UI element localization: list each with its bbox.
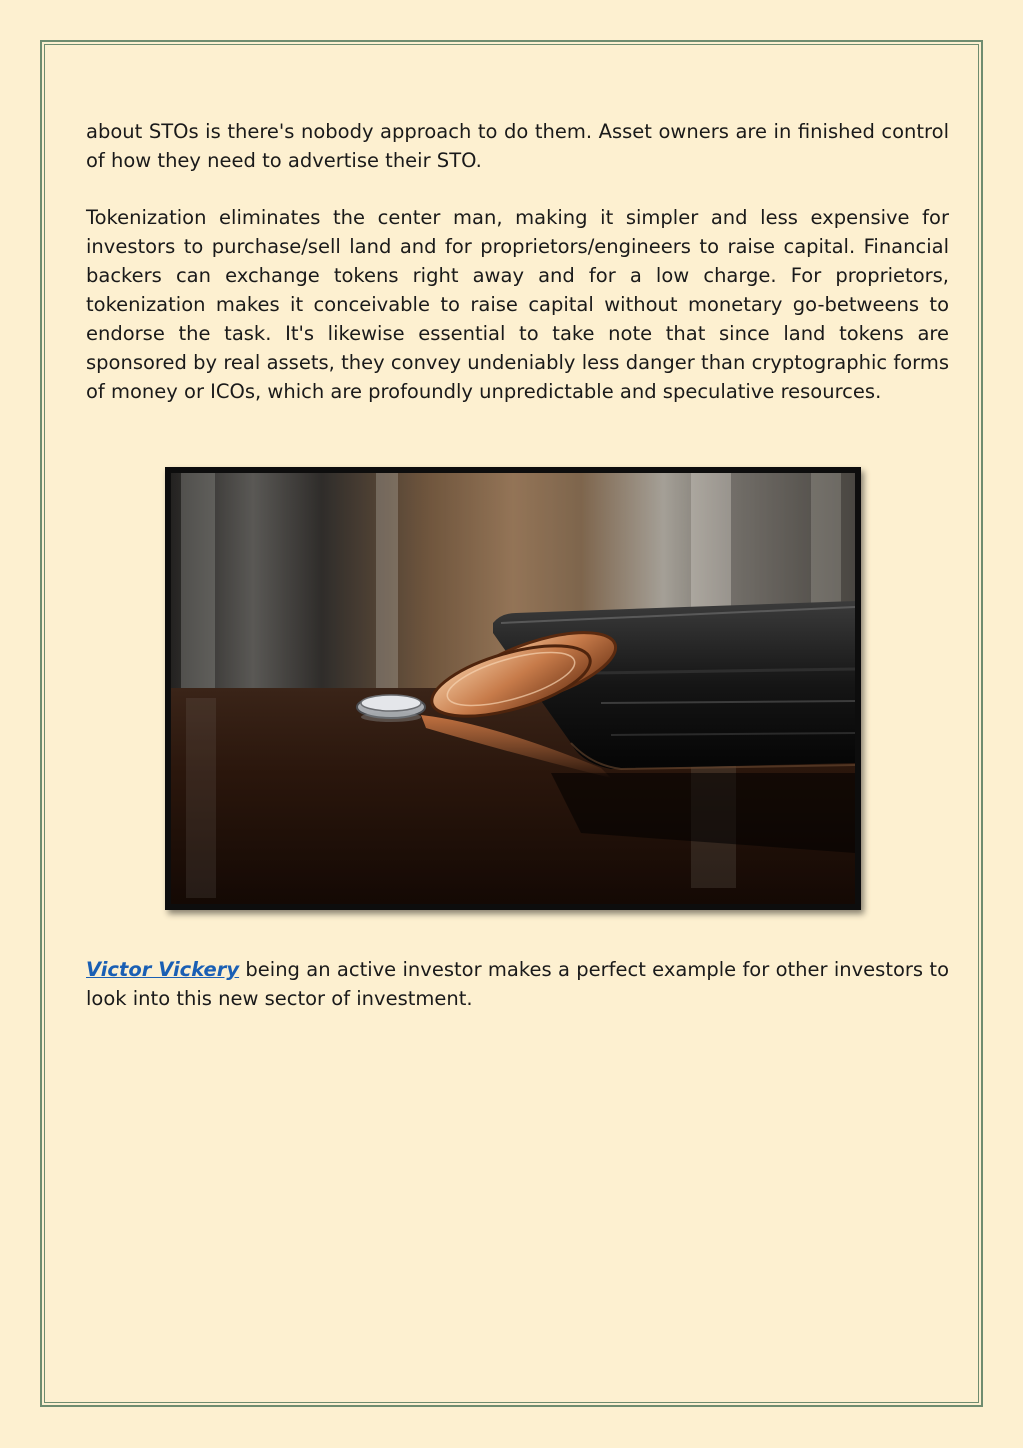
paragraph-sto-intro: about STOs is there's nobody approach to do them. Asset owners are in finished control of how they need to advertise their STO. (86, 120, 949, 172)
author-link[interactable]: Victor Vickery (86, 958, 240, 981)
wallet-coins-photo-frame (165, 467, 861, 910)
wallet-coins-illustration (171, 473, 855, 904)
closing-text: being an active investor makes a perfect example for other investors to look into this new sector of investment. (86, 958, 950, 1010)
paragraph-closing (86, 955, 949, 1013)
wallet-coins-photo (171, 473, 855, 904)
paragraph-tokenization: Tokenization eliminates the center man, making it simpler and less expensive for investors to purchase/sell land and for proprietors/engineers to raise capital. Financial backers can exchange tokens right away and for a low charge. For proprietors, tokenization makes it conceivable to raise capital without monetary go-betweens to endorse the task. It's likewise essential to take note that since land tokens are sponsored by real assets, they convey undeniably less danger than cryptographic forms of money or ICOs, which are profoundly unpredictable and speculative resources. (86, 206, 949, 403)
